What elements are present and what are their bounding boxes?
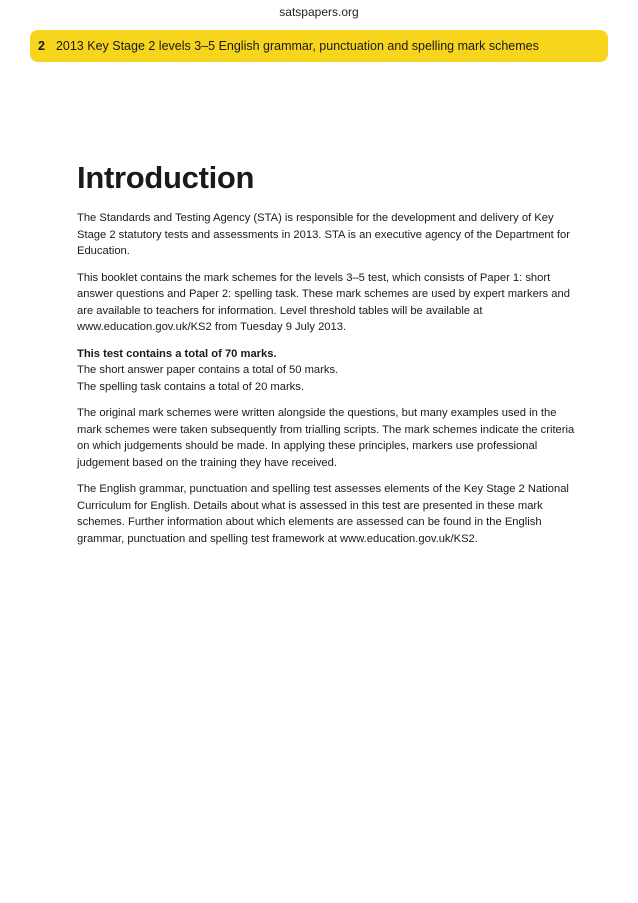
marks-spelling: The spelling task contains a total of 20 marks. xyxy=(77,380,304,393)
header-title: 2013 Key Stage 2 levels 3–5 English grammar, punctuation and spelling mark schemes xyxy=(55,39,539,53)
paragraph-original-schemes: The original mark schemes were written alongside the questions, but many examples used in the mark schemes were taken subsequently from trialling scripts. The mark schemes indicate the criteria on which judgements should be made. In applying these principles, markers use professional judgement based on the training they have received. xyxy=(77,407,575,469)
marks-summary xyxy=(77,346,577,396)
page-number: 2 xyxy=(38,39,45,53)
paragraph-sta: The Standards and Testing Agency (STA) is responsible for the development and delivery of Key Stage 2 statutory tests and assessments in 2013. STA is an executive agency of the Department for Education. xyxy=(77,212,570,257)
page-title: Introduction xyxy=(77,160,255,195)
main-content xyxy=(77,160,577,557)
site-label: satspapers.org xyxy=(279,5,359,19)
paragraph-test-framework: The English grammar, punctuation and spelling test assesses elements of the Key Stage 2 National Curriculum for English. Details about what is assessed in this test are presented in these mark schemes. Further information about which elements are assessed can be found in the English grammar, punctuation and spelling test framework at www.education.gov.uk/KS2. xyxy=(77,483,569,545)
marks-short-answer: The short answer paper contains a total of 50 marks. xyxy=(77,364,339,376)
marks-total: This test contains a total of 70 marks. xyxy=(77,347,277,360)
header-bar xyxy=(30,30,608,62)
paragraph-booklet: This booklet contains the mark schemes for the levels 3–5 test, which consists of Paper 1: short answer questions and Paper 2: spelling task. These mark schemes are used by expert markers and are available to teachers for information. Level threshold tables will be available at www.education.gov.uk/KS2 from Tuesday 9 July 2013. xyxy=(77,271,570,333)
